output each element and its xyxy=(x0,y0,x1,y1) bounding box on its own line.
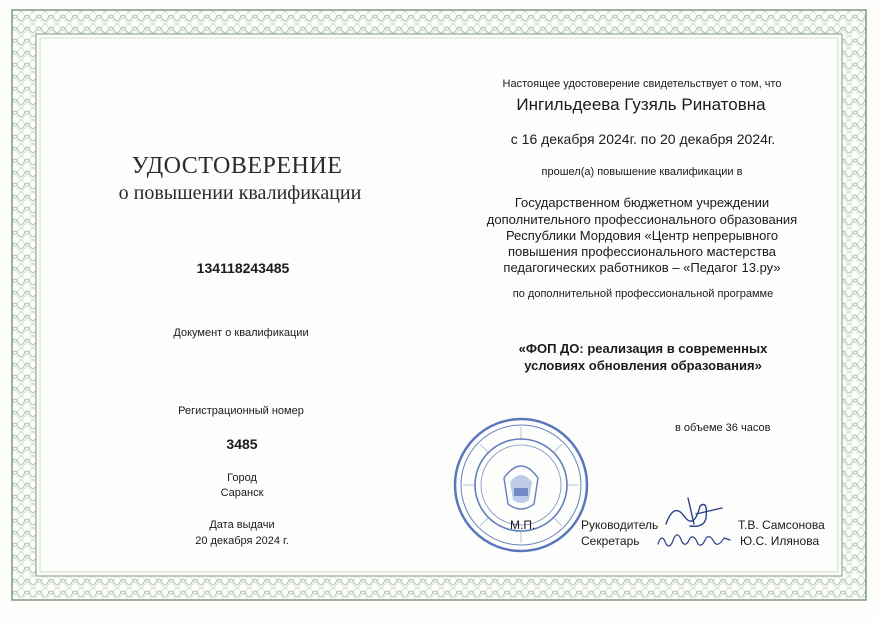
intro-text: Настоящее удостоверение свидетельствует о том, что xyxy=(502,78,782,90)
institution-line-5: педагогических работников – «Педагог 13.ру» xyxy=(503,260,781,275)
seal-place-label: М.П. xyxy=(510,518,536,532)
head-label: Руководитель xyxy=(581,518,659,532)
institution-line-3: Республики Мордовия «Центр непрерывного xyxy=(505,228,779,243)
head-name: Т.В. Самсонова xyxy=(738,518,825,532)
secretary-name: Ю.С. Илянова xyxy=(740,534,820,548)
document-label: Документ о квалификации xyxy=(173,327,309,339)
issue-date-value: 20 декабря 2024 г. xyxy=(195,535,289,547)
program-line-1: «ФОП ДО: реализация в современных xyxy=(518,341,768,356)
course-dates: с 16 декабря 2024г. по 20 декабря 2024г. xyxy=(510,131,776,147)
certificate-number: 134118243485 xyxy=(196,260,290,276)
secretary-label: Секретарь xyxy=(581,534,640,548)
secretary-signature xyxy=(654,526,734,554)
program-label: по дополнительной профессиональной программе xyxy=(512,288,774,300)
issue-date-label: Дата выдачи xyxy=(209,519,275,531)
registration-label: Регистрационный номер xyxy=(178,405,304,417)
official-seal xyxy=(452,416,590,554)
institution-line-4: повышения профессионального мастерства xyxy=(507,244,777,259)
volume-hours: в объеме 36 часов xyxy=(675,422,771,434)
city-label: Город xyxy=(227,472,257,484)
certificate-subtitle: о повышении квалификации xyxy=(118,182,362,204)
program-line-2: условиях обновления образования» xyxy=(524,358,762,373)
city-value: Саранск xyxy=(220,487,264,499)
institution-line-1: Государственном бюджетном учреждении xyxy=(514,195,770,210)
registration-number: 3485 xyxy=(226,436,258,452)
recipient-name: Ингильдеева Гузяль Ринатовна xyxy=(516,95,766,114)
passed-text: прошел(а) повышение квалификации в xyxy=(541,166,743,178)
institution-line-2: дополнительного профессионального образования xyxy=(486,212,798,227)
certificate-title: УДОСТОВЕРЕНИЕ xyxy=(131,153,343,179)
